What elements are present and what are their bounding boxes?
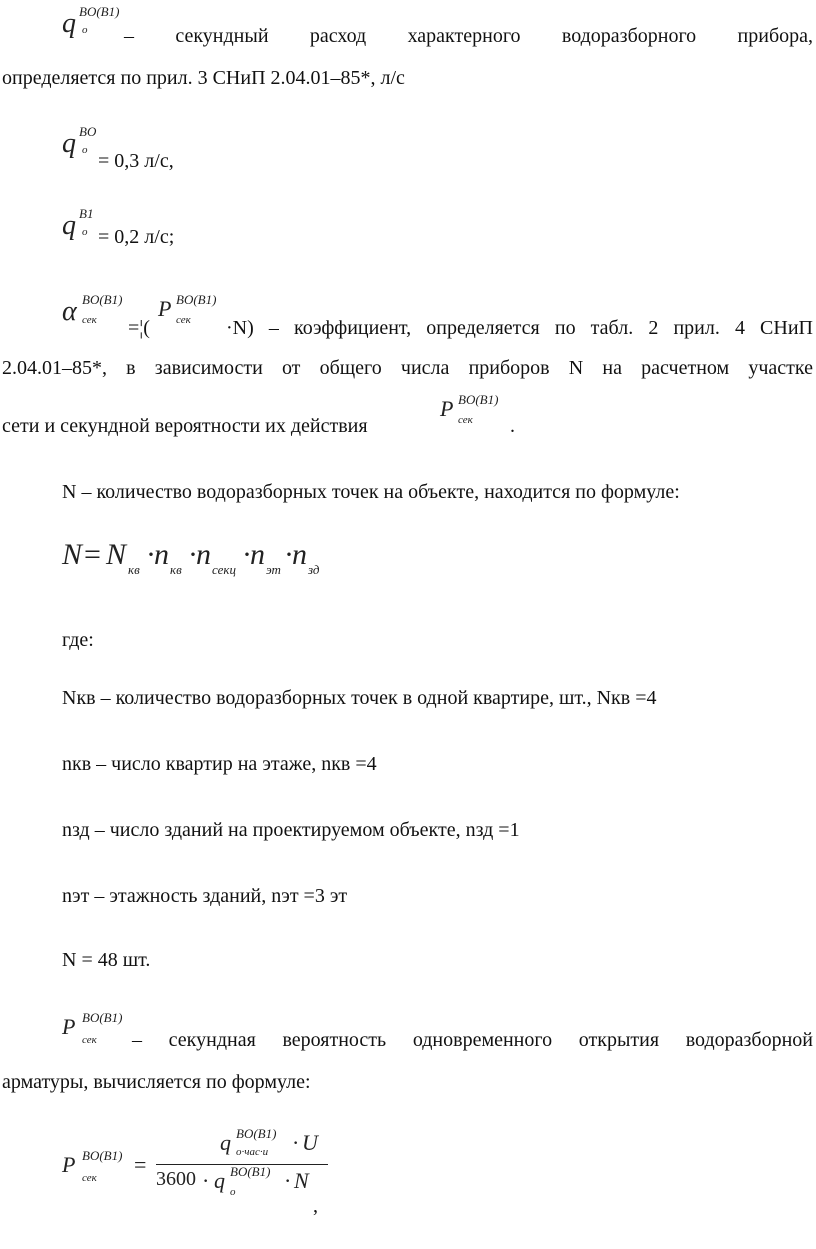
- p-sek-inline-symbol: P BO(B1) сек: [440, 392, 499, 426]
- p-definition: [0, 1004, 816, 1114]
- q-definition: [0, 0, 816, 90]
- q-bo-b1-symbol: q BO(B1) о: [62, 4, 120, 39]
- alpha-definition-line3: сети и секундной вероятности их действия: [2, 415, 368, 437]
- def-nkv: Nкв – количество водоразборных точек в одной квартире, шт., Nкв =4: [62, 687, 657, 709]
- alpha-definition-end: .: [510, 415, 515, 437]
- alpha-definition-line2: 2.04.01–85*, в зависимости от общего числа приборов N на расчетном участке: [2, 357, 813, 379]
- alpha-symbol: α BO(B1) сек: [62, 292, 123, 327]
- p-definition-line2: арматуры, вычисляется по формуле:: [2, 1071, 311, 1093]
- p-definition-symbol: P BO(B1) сек: [62, 1010, 123, 1046]
- def-net: nэт – этажность зданий, nэт =3 эт: [62, 885, 348, 907]
- q-bo-value: [0, 120, 816, 180]
- q-bo-symbol: q BO о: [62, 124, 97, 159]
- p-definition-line1: – секундная вероятность одновременного открытия водоразборной: [132, 1029, 813, 1051]
- formula-n: N = N кв · n кв · n секц · n эт · n зд: [62, 538, 320, 577]
- alpha-definition: [0, 286, 816, 446]
- alpha-equals-open: =¦(: [128, 317, 150, 339]
- p-sek-symbol: P BO(B1) сек: [158, 292, 217, 326]
- where-label: где:: [62, 629, 94, 651]
- n-result: N = 48 шт.: [62, 949, 151, 971]
- alpha-definition-line1: ·N) – коэффициент, определяется по табл. 2 прил. 4 СНиП: [226, 317, 813, 339]
- q-b1-value-text: = 0,2 л/с;: [98, 226, 175, 248]
- formula-p: P BO(B1) сек = q BO(B1) o·час·и · U 3600 · q BO(B1) о · N: [62, 1130, 342, 1220]
- q-definition-line1: – секундный расход характерного водоразборного прибора,: [124, 25, 813, 47]
- def-nkv-apartments: nкв – число квартир на этаже, nкв =4: [62, 753, 377, 775]
- q-bo-value-text: = 0,3 л/с,: [98, 150, 174, 172]
- formula-p-trailing-comma: ,: [313, 1195, 318, 1217]
- q-definition-line2: определяется по прил. 3 СНиП 2.04.01–85*, л/с: [2, 67, 405, 89]
- q-b1-symbol: q B1 о: [62, 206, 94, 241]
- q-b1-value: [0, 196, 816, 256]
- def-nzd: nзд – число зданий на проектируемом объекте, nзд =1: [62, 819, 520, 841]
- n-definition: N – количество водоразборных точек на объекте, находится по формуле:: [62, 481, 680, 503]
